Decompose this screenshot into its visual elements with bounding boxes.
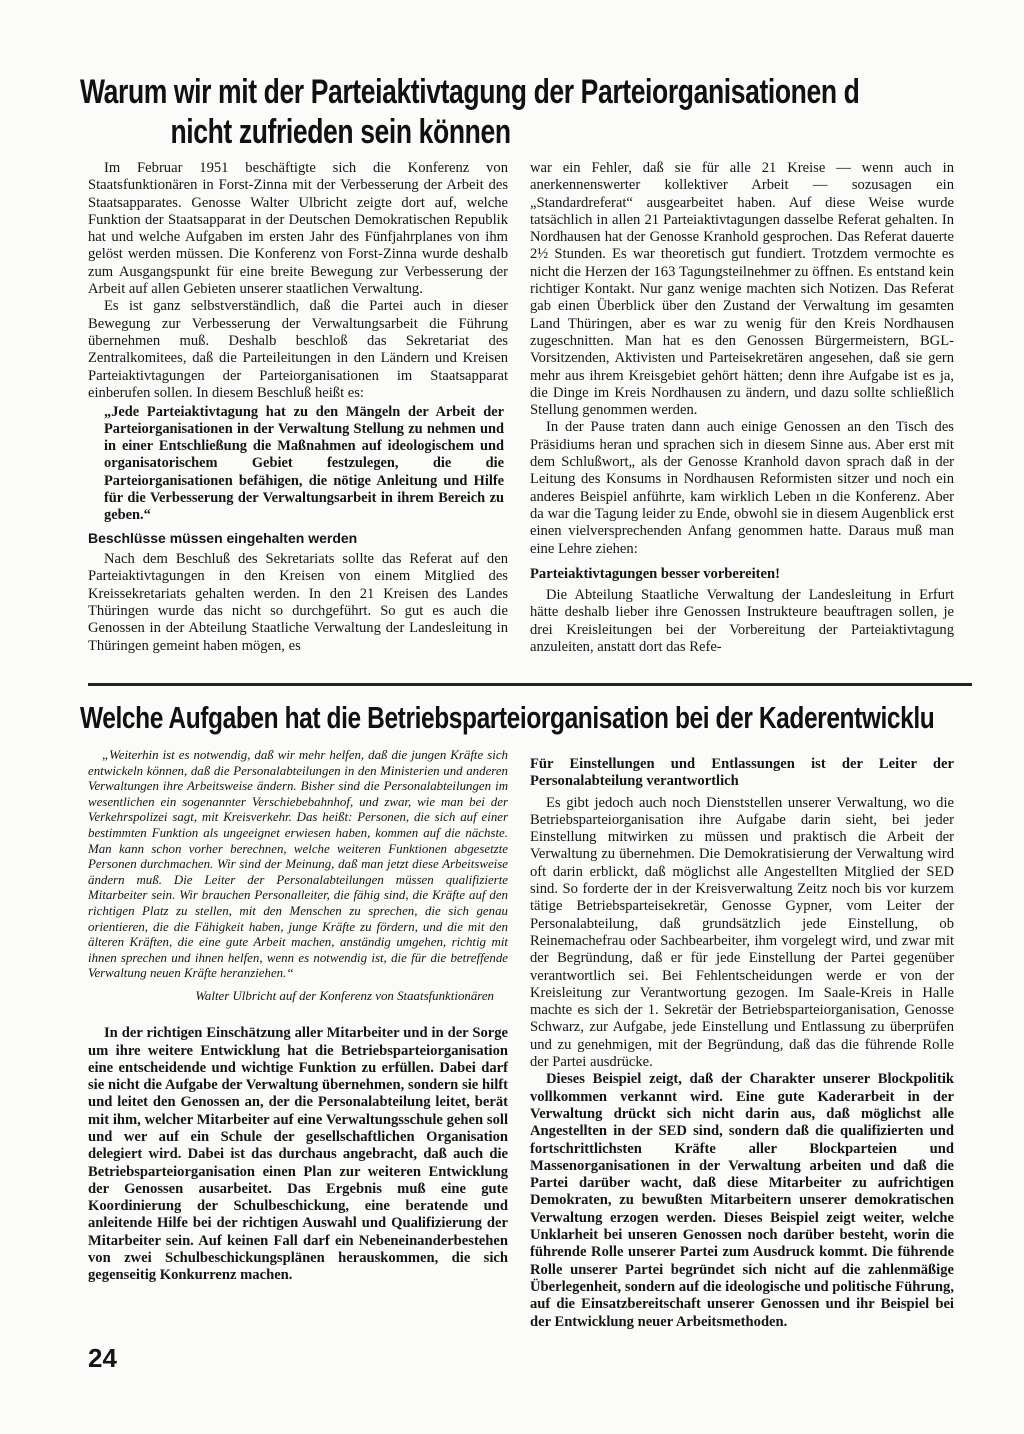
article1-paragraph: Nach dem Beschluß des Sekretariats sollte das Referat auf den Parteiaktivtagungen in den Kreisen von einem Mitglied des Kreissekretariats gehalten werden. In den 21 Kreisen des Landes Thüringen wurde das nicht so durchgeführt. So gut es auch die Genossen in der Abteilung Staatliche Verwaltung der Landesleitung in Thüringen gemeint haben mögen, es [88,551,508,654]
citation-attribution: Walter Ulbricht auf der Konferenz von Staatsfunktionären [195,988,494,1003]
citation-text: „Weiterhin ist es notwendig, daß wir mehr helfen, daß die jungen Kräfte sich entwickeln können, daß die Personalabteilungen in den Ministerien und anderen Verwaltungen ihre Arbeitsweise ändern. Bisher sind die Personalabteilungen im wesentlichen ein sogenannter Verschiebebahnhof, und zwar, wie man bei der Verkehrspolizei sagt, mit Kreisverkehr. Das heißt: Personen, die sich auf einer bestimmten Funktion als ungeeignet erwiesen haben, kommen auf die nächste. Man kann schon vorher berechnen, welche weiteren Funktionen abgesetzte Personen durchmachen. Wir sind der Meinung, daß man jetzt diese Arbeitsweise ändern muß. Die Leiter der Personalabteilungen müssen qualifizierte Mitarbeiter sein. Wir brauchen Personalleiter, die fähig sind, die Kräfte auf den richtigen Platz zu stellen, mit den Menschen zu sprechen, die sich genau orientieren, die die Fähigkeit haben, junge Kräfte zu fördern, und die mit den älteren Kräften, die eine gute Arbeit machen, anständig umgehen, richtig mit ihnen sprechen und ihnen helfen, wenn es notwendig ist, die für die betreffende Verwaltung neuen Kräfte heranziehen.“ [88,748,508,981]
article2-column-left [88,748,508,1285]
article2-paragraph: Es gibt jedoch auch noch Dienststellen unserer Verwaltung, wo die Betriebsparteiorganisation ihre Aufgabe darin sieht, bei jeder Einstellung mitwirken zu müssen und praktisch die Arbeit der Verwaltung zu übernehmen. Die Demokratisierung der Verwaltung wird oft darin erblickt, daß möglichst alle Angestellten Mitglied der SED sind. So forderte der in der Kreisverwaltung Zeitz noch bis vor kurzem tätige Betriebsparteisekretär, Genosse Gypner, vom Leiter der Personalabteilung, daß grundsätzlich jede Einstellung, ob Reinemachefrau oder Sachbearbeiter, ihm vorgelegt wird, und zwar mit der Begründung, daß er für jede Einstellung der Partei gegenüber verantwortlich sei. Bei Fehlentscheidungen werde er von der Kreisleitung zur Verantwortung gezogen. Im Saale-Kreis in Halle machte es sich der 1. Sekretär der Betriebsparteiorganisation, Genosse Schwarz, zur Aufgabe, jede Einstellung und Entlassung zu überprüfen und zu genehmigen, mit der Begründung, daß das die führende Rolle der Partei ausdrücke. [530,794,954,1071]
article1-headline-line1: Warum wir mit der Parteiaktivtagung der Parteiorganisationen d [80,73,860,111]
article1-paragraph: Im Februar 1951 beschäftigte sich die Konferenz von Staatsfunktionären in Forst-Zinna mit der Verbesserung der Arbeit des Staatsapparates. Genosse Walter Ulbricht zeigte dort auf, welche Funktion der Staatsapparat in der Deutschen Demokratischen Republik hat und welche Aufgaben im ersten Jahr des Fünfjahrplanes von ihm gelöst werden müssen. Die Konferenz von Forst-Zinna wurde deshalb zum Ausgangspunkt für eine breite Bewegung zur Verbesserung der Arbeit auf allen Gebieten unserer staatlichen Verwaltung. [88,160,508,298]
section-divider [88,683,972,686]
article2-subheading: Für Einstellungen und Entlassungen ist der Leiter der Personalabteilung verantwortlich [530,756,954,790]
article1-column-left [88,160,508,655]
article1-paragraph: In der Pause traten dann auch einige Genossen an den Tisch des Präsidiums heran und sprachen sich in diesem Sinne aus. Aber erst mit dem Schlußwort„ als der Genosse Kranhold davon sprach daß in der Leitung des Konsums in Nordhausen Reformisten sitzer und noch ein anderes Beispiel anführte, kam wirklich Leben ın die Konferenz. Aber da war die Tagung leider zu Ende, obwohl sie in diesem Augenblick erst einen vielversprechenden Anfang genommen hatte. Daraus muß man eine Lehre ziehen: [530,419,954,557]
article1-subheading: Beschlüsse müssen eingehalten werden [88,529,358,546]
article1-column-right [530,160,954,656]
article1-paragraph: war ein Fehler, daß sie für alle 21 Kreise — wenn auch in anerkennenswerter kollektiver Arbeit — sozusagen ein „Standardreferat“ ausgearbeitet haben. Auf diese Weise wurde tatsächlich in allen 21 Parteiaktivtagungen dasselbe Referat gehalten. In Nordhausen hat der Genosse Kranhold gesprochen. Das Referat dauerte 2½ Stunden. Es war theoretisch gut fundiert. Trotzdem vermochte es nicht die Herzen der 163 Tagungsteilnehmer zu öffnen. Es entstand kein richtiger Kontakt. Nur ganz wenige machten sich Notizen. Das Referat gab einen Überblick über den Zustand der Verwaltung im gesamten Land Thüringen, aber es war zu wenig für den Kreis Nordhausen zugeschnitten. Man hat es den Genossen Bürgermeistern, BGL-Vorsitzenden, Aktivisten und Parteisekretären angesehen, daß sie gern mehr aus ihrem Kreisgebiet gehört hätten; denn ihre Aufgabe ist es ja, die Dinge im Kreis Nordhausen zu ändern, und dazu sollte schließlich Stellung genommen werden. [530,160,954,419]
article2-paragraph: In der richtigen Einschätzung aller Mitarbeiter und in der Sorge um ihre weitere Entwicklung hat die Betriebsparteiorganisation eine entscheidende und wichtige Funktion zu erfüllen. Dabei darf sie nicht die Aufgabe der Verwaltung übernehmen, sondern sie hilft und leitet den Genossen an, der die Personalabteilung leitet, berät mit ihm, welcher Mitarbeiter auf eine Verwaltungsschule gehen soll und wer auf ein Schule der gesellschaftlichen Organisation delegiert wird. Dabei ist das durchaus angebracht, daß auch die Betriebsparteiorganisation einen Plan zur weiteren Entwicklung der Genossen ausarbeitet. Das Ergebnis muß eine gute Koordinierung der Schulbeschickung, eine beratende und anleitende Hilfe bei der richtigen Auswahl und Qualifizierung der Mitarbeiter sein. Auf keinen Fall darf ein Nebeneinanderbestehen von zwei Schulbeschickungsplänen herauskommen, die sich gegenseitig Konkurrenz machen. [88,1025,508,1284]
article1-headline-line2: nicht zufrieden sein können [170,113,511,151]
article2-column-right [530,756,954,1331]
article1-resolution-quote: „Jede Parteiaktivtagung hat zu den Mängeln der Arbeit der Parteiorganisationen in der Verwaltung Stellung zu nehmen und in einer Entschließung die Maßnahmen auf ideologischem und organisatorischem Gebiet festzulegen, die die Parteiorganisationen befähigen, die nötige Anleitung und Hilfe für die Verbesserung der Verwaltungsarbeit in ihrem Bereich zu geben.“ [104,404,504,523]
page-number: 24 [88,1343,117,1373]
article1-subheading: Parteiaktivtagungen besser vorbereiten! [530,565,780,582]
article1-headline [80,72,985,152]
article2-headline: Welche Aufgaben hat die Betriebsparteiorganisation bei der Kaderentwicklu [80,700,935,735]
ulbricht-citation [88,748,508,982]
article2-paragraph: Dieses Beispiel zeigt, daß der Charakter unserer Blockpolitik vollkommen verkannt wird. Eine gute Kaderarbeit in der Verwaltung drückt sich nicht darin aus, daß möglichst alle Angestellten in der SED sind, sondern daß die qualifizierten und fortschrittlichsten Kräfte aller Blockparteien und Massenorganisationen in der Verwaltung arbeiten und daß die Partei darüber wacht, daß diese Mitarbeiter zu aufrichtigen Demokraten, zu bewußten Mitarbeitern unserer demokratischen Verwaltung erzogen werden. Dieses Beispiel zeigt weiter, welche Unklarheit bei unseren Genossen noch darüber besteht, worin die führende Rolle unserer Partei zum Ausdruck kommt. Die führende Rolle unserer Partei begründet sich nicht auf die zahlenmäßige Überlegenheit, sondern auf die ideologische und politische Führung, auf die Einsatzbereitschaft unserer Genossen und ihr Beispiel bei der Entwicklung neuer Arbeitsmethoden. [530,1071,954,1330]
article1-paragraph: Es ist ganz selbstverständlich, daß die Partei auch in dieser Bewegung zur Verbesserung der Verwaltungsarbeit die Führung übernehmen muß. Deshalb beschloß das Sekretariat des Zentralkomitees, daß die Parteileitungen in den Ländern und Kreisen Parteiaktivtagungen der Parteiorganisationen im Staatsapparat einberufen sollen. In diesem Beschluß heißt es: [88,298,508,401]
article1-paragraph: Die Abteilung Staatliche Verwaltung der Landesleitung in Erfurt hätte deshalb lieber ihre Genossen Instrukteure beauftragen sollen, je drei Kreisleitungen bei der Vorbereitung der Parteiaktivtagung anzuleiten, anstatt dort das Refe- [530,587,954,656]
